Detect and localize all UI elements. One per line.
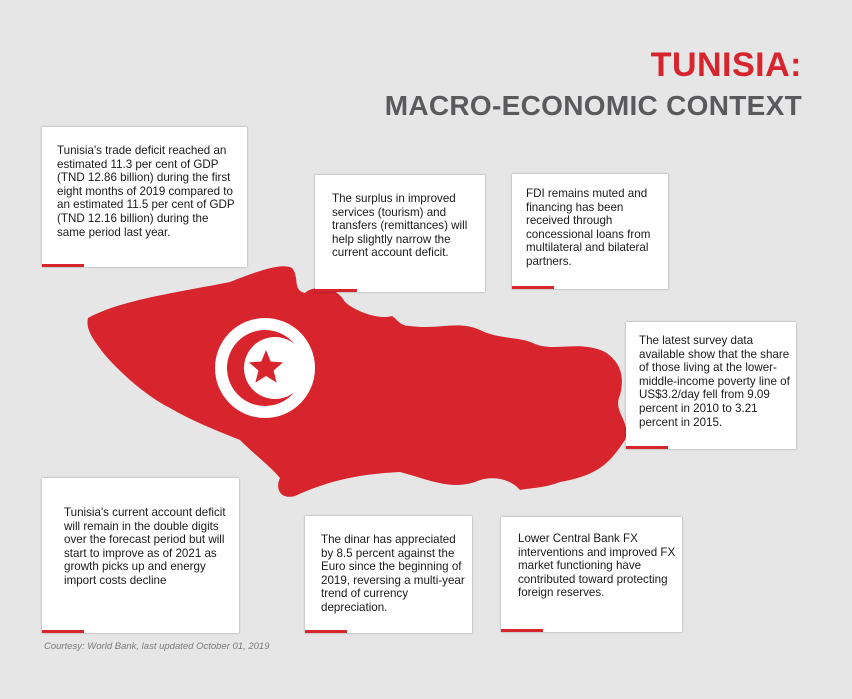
source-credit: Courtesy: World Bank, last updated October 01, 2019 [44,641,270,652]
card-accent-bar [626,446,668,449]
card-accent-bar [315,289,357,292]
info-card-fdi [512,174,668,289]
info-card-central-bank [501,517,682,632]
info-card-trade-deficit [42,127,247,267]
info-card-text: FDI remains muted and financing has been received through concessional loans from multilateral and bilateral partners. [526,187,651,268]
info-card-current-account [42,478,239,633]
page-title: TUNISIA: [650,46,802,84]
info-card-text: The surplus in improved services (tourism) and transfers (remittances) will help slightly narrow the current account deficit. [332,192,468,260]
info-card-text: Tunisia's trade deficit reached an estimated 11.3 per cent of GDP (TND 12.86 billion) during the first eight months of 2019 compared to an estimated 11.5 per cent of GDP (TND 12.16 billion) during the same period last year. [57,144,235,239]
info-card-text: The latest survey data available show that the share of those living at the lower-middle-income poverty line of US$3.2/day fell from 9.09 percent in 2010 to 3.21 percent in 2015. [639,334,790,429]
info-card-services-surplus [315,175,485,292]
card-accent-bar [512,286,554,289]
card-accent-bar [501,629,543,632]
info-card-text: Tunisia's current account deficit will remain in the double digits over the forecast period but will start to improve as of 2021 as growth picks up and energy import costs decline [64,506,226,587]
card-accent-bar [305,630,347,633]
info-card-poverty [626,322,796,449]
info-card-text: Lower Central Bank FX interventions and improved FX market functioning have contributed toward protecting foreign reserves. [518,532,676,600]
tunisia-flag-crescent-star-icon [215,318,315,418]
card-accent-bar [42,264,84,267]
page-subtitle: MACRO-ECONOMIC CONTEXT [384,90,802,121]
tunisia-map-shape [87,266,626,497]
card-accent-bar [42,630,84,633]
info-card-text: The dinar has appreciated by 8.5 percent against the Euro since the beginning of 2019, reversing a multi-year trend of currency depreciation. [321,533,465,614]
info-card-dinar [305,516,472,633]
